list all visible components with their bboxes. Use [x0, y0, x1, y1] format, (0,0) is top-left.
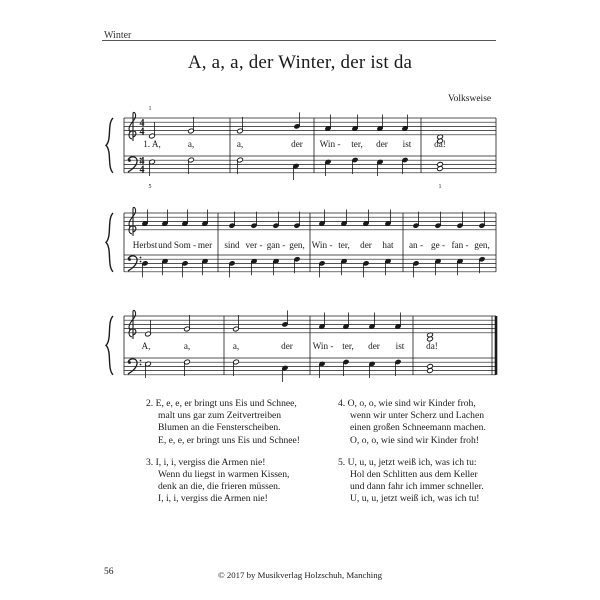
verse-line: U, u, u, jetzt weiß ich, was ich tu!: [350, 493, 480, 505]
lyric-syllable: Som -: [173, 240, 197, 250]
lyric-syllable: A,: [141, 341, 151, 351]
lyric-syllable: ter,: [342, 341, 354, 351]
time-signature-top: 4: [139, 156, 145, 167]
copyright-notice: © 2017 by Musikverlag Holzschuh, Manching: [217, 570, 383, 580]
lyric-syllable: Win -: [312, 341, 334, 351]
page-number: 56: [104, 567, 114, 577]
verse-5: [338, 457, 486, 506]
verse-line: malt uns gar zum Zeitvertreiben: [158, 410, 282, 422]
lyric-syllable: und: [158, 240, 172, 250]
lyric-syllable: ge -: [430, 240, 446, 250]
lyric-syllable: der: [281, 341, 293, 351]
fingering-number: 1: [148, 106, 152, 112]
verse-line: einen großen Schneemann machen.: [350, 422, 486, 434]
lyric-syllable: hat: [382, 240, 394, 250]
bass-clef-dot: [128, 361, 131, 364]
bass-clef-dot: [140, 261, 142, 263]
lyric-syllable: da!: [426, 341, 438, 351]
verse-line: 3. I, i, i, vergiss die Armen nie!: [146, 456, 266, 468]
bass-clef-dot: [128, 258, 131, 261]
time-signature-bottom: 4: [139, 126, 145, 138]
lyric-syllable: Herbst: [132, 240, 158, 250]
lyric-syllable: gan -: [266, 240, 286, 250]
verse-line: 2. E, e, e, er bringt uns Eis und Schnee,: [146, 398, 297, 409]
verse-line: E, e, e, er bringt uns Eis und Schnee!: [158, 434, 301, 446]
lyric-syllable: a,: [232, 341, 240, 351]
verses-column-left: [146, 398, 300, 516]
lyric-syllable: ist: [395, 341, 405, 351]
verse-3: [146, 457, 300, 506]
lyric-syllable: der: [368, 341, 380, 351]
lyric-syllable: gen,: [289, 240, 305, 250]
lyric-syllable: gen,: [474, 240, 490, 250]
lyric-syllable: Win -: [319, 139, 341, 149]
lyric-syllable: a,: [236, 139, 244, 149]
lyric-syllable: a,: [183, 341, 191, 351]
running-title: Winter: [104, 30, 132, 41]
brace: [106, 316, 113, 375]
verse-line: I, i, i, vergiss die Armen nie!: [158, 493, 268, 505]
time-signature-top: 4: [139, 118, 145, 129]
lyric-syllable: a,: [187, 139, 195, 149]
verse-line: denk an die, die frieren müssen.: [158, 481, 281, 493]
brace: [106, 213, 113, 272]
lyric-syllable: ist: [402, 139, 412, 149]
bass-clef-dot: [140, 364, 142, 366]
lyric-syllable: da!: [434, 139, 446, 149]
verse-4: [338, 398, 486, 447]
lyric-syllable: der: [291, 139, 303, 149]
bass-clef-dot: [140, 360, 142, 362]
lyric-syllable: ver -: [245, 240, 263, 250]
verse-line: 4. O, o, o, wie sind wir Kinder froh,: [338, 398, 476, 409]
lyric-syllable: der: [376, 139, 388, 149]
brace: [106, 118, 113, 173]
verse-line: 5. U, u, u, jetzt weiß ich, was ich tu:: [338, 456, 477, 468]
bass-clef-dot: [140, 257, 142, 259]
song-title: A, a, a, der Winter, der ist da: [187, 52, 413, 73]
verse-2: [146, 398, 300, 447]
verse-line: Wenn du liegst in warmen Kissen,: [158, 469, 290, 481]
time-signature-bottom: 4: [139, 164, 145, 176]
bass-clef-dot: [128, 159, 131, 162]
verse-line: und dann fahr ich immer schneller.: [350, 481, 484, 493]
lyric-syllable: der: [360, 240, 372, 250]
verse-line: Blumen an die Fensterscheiben.: [158, 422, 281, 434]
verses-column-right: [338, 398, 486, 516]
verse-line: Hol den Schlitten aus dem Keller: [350, 469, 478, 481]
fingering-number: 5: [148, 184, 152, 190]
lyric-syllable: an -: [408, 240, 424, 250]
verse-line: O, o, o, wie sind wir Kinder froh!: [350, 434, 479, 446]
lyric-syllable: 1. A,: [143, 139, 161, 149]
lyric-syllable: mer: [197, 240, 213, 250]
lyric-syllable: Win -: [311, 240, 333, 250]
verse-line: wenn wir unter Scherz und Lachen: [350, 410, 484, 422]
fingering-number: 1: [438, 184, 442, 190]
composer-credit: Volksweise: [448, 94, 492, 104]
lyric-syllable: sind: [224, 240, 240, 250]
lyric-syllable: fan -: [451, 240, 469, 250]
lyric-syllable: ter,: [338, 240, 350, 250]
lyric-syllable: ter,: [351, 139, 363, 149]
